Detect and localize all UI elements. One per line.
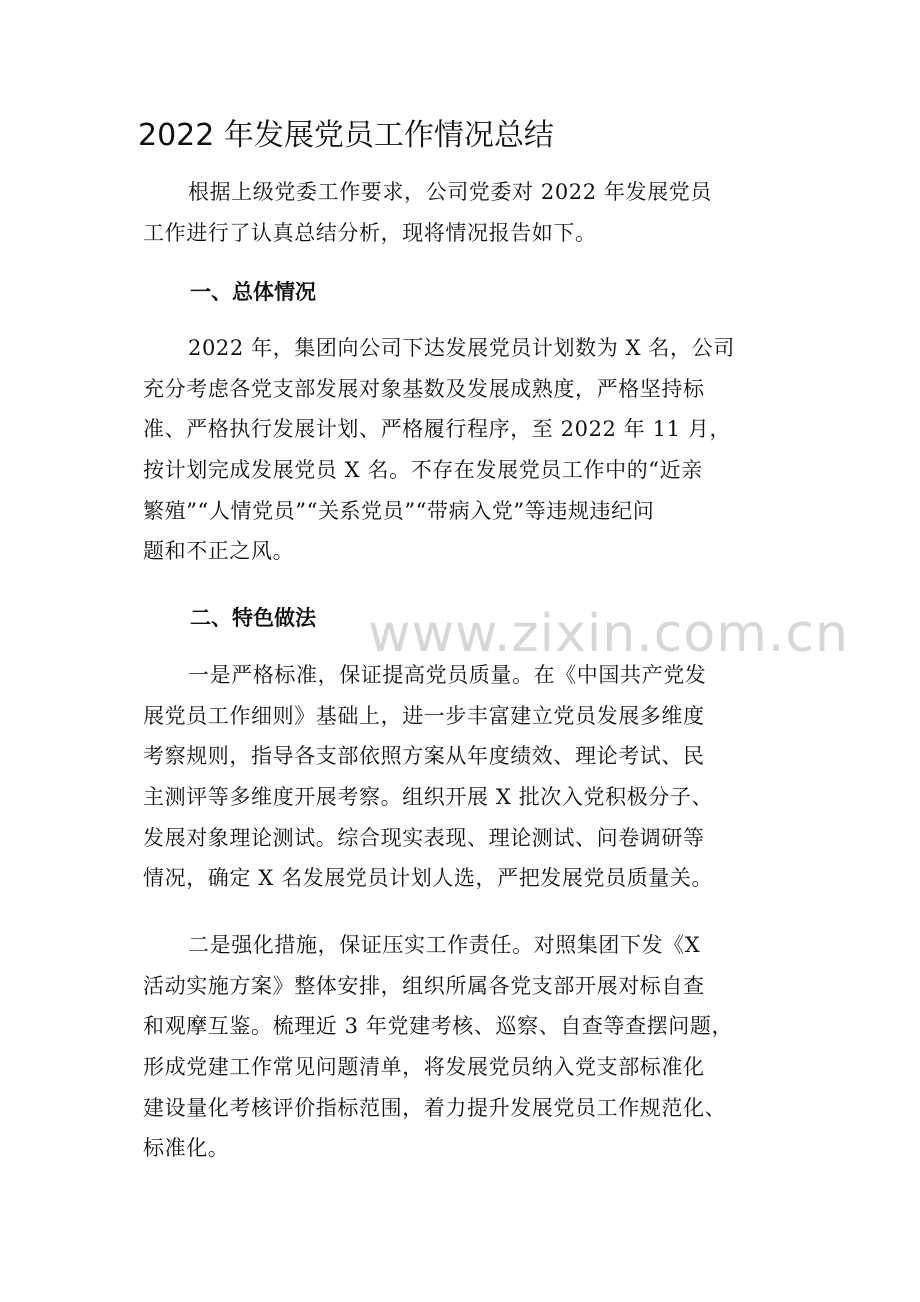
paragraph-line: 一是严格标准，保证提高党员质量。在《中国共产党发: [188, 663, 707, 687]
paragraph-line: 标准化。: [143, 1136, 230, 1161]
paragraph-line: 展党员工作细则》基础上，进一步丰富建立党员发展多维度: [143, 703, 705, 728]
intro-paragraph: [143, 172, 793, 253]
paragraph-line: 活动实施方案》整体安排，组织所属各党支部开展对标自查: [143, 973, 705, 998]
overview-paragraph: [143, 328, 793, 572]
paragraph-line: 主测评等多维度开展考察。组织开展 X 批次入党积极分子、: [143, 785, 714, 810]
paragraph-line: 繁殖”“人情党员”“关系党员”“带病入党”等违规违纪问: [143, 498, 655, 523]
paragraph-line: 建设量化考核评价指标范围，着力提升发展党员工作规范化、: [143, 1095, 727, 1120]
paragraph-line: 准、严格执行发展计划、严格履行程序，至 2022 年 11 月，: [143, 417, 732, 442]
paragraph-line: 二是强化措施，保证压实工作责任。对照集团下发《X: [188, 933, 701, 957]
paragraph-line: 根据上级党委工作要求，公司党委对 2022 年发展党员: [188, 180, 712, 204]
practice-paragraph-1: [143, 655, 793, 899]
section-heading-overview: 一、总体情况: [190, 280, 316, 304]
paragraph-line: 题和不正之风。: [143, 539, 295, 564]
document-title: 2022 年发展党员工作情况总结: [138, 118, 554, 153]
paragraph-line: 考察规则，指导各支部依照方案从年度绩效、理论考试、民: [143, 744, 705, 769]
paragraph-line: 充分考虑各党支部发展对象基数及发展成熟度，严格坚持标: [143, 376, 705, 401]
paragraph-line: 发展对象理论测试。综合现实表现、理论测试、问卷调研等: [143, 825, 705, 850]
paragraph-line: 工作进行了认真总结分析，现将情况报告如下。: [143, 220, 597, 245]
paragraph-line: 按计划完成发展党员 X 名。不存在发展党员工作中的“近亲: [143, 458, 703, 483]
paragraph-line: 和观摩互鉴。梳理近 3 年党建考核、巡察、自查等查摆问题，: [143, 1014, 734, 1039]
watermark-text: www.zixin.com.cn: [368, 604, 849, 664]
paragraph-line: 形成党建工作常见问题清单，将发展党员纳入党支部标准化: [143, 1055, 705, 1080]
paragraph-line: 2022 年，集团向公司下达发展党员计划数为 X 名，公司: [188, 336, 735, 360]
section-heading-practices: 二、特色做法: [190, 606, 316, 630]
paragraph-line: 情况，确定 X 名发展党员计划人选，严把发展党员质量关。: [143, 866, 714, 891]
practice-paragraph-2: [143, 925, 793, 1169]
